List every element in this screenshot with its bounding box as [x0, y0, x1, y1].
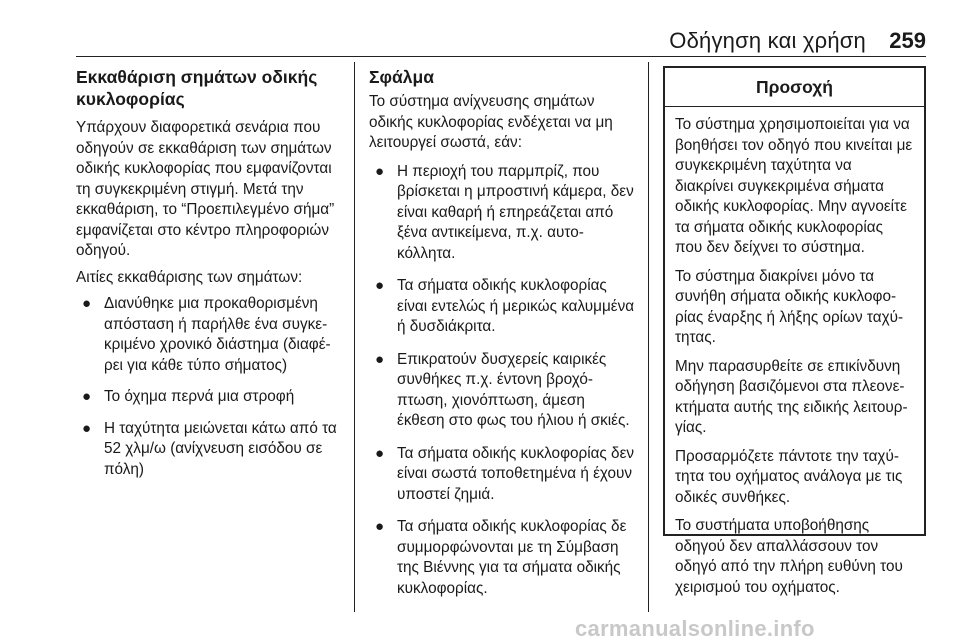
bullet-icon: ●: [82, 295, 92, 312]
bullet-icon: ●: [375, 162, 385, 180]
caution-body: [665, 107, 924, 598]
paragraph: Το σύστημα ανίχνευσης σημάτων οδικής κυκλοφορίας ενδέχεται να μη λειτουργεί σωστά, εάν:: [369, 93, 613, 151]
list-item-text: Η περιοχή του παρμπρίζ, που βρίσκεται η μπροστινή κάμερα, δεν είναι καθαρή ή επηρεάζεται από ξένα αντικείμενα, π.χ. αυτοκόλλητα.: [397, 162, 634, 262]
page-section-title: Οδήγηση και χρήση: [669, 28, 866, 53]
bullet-icon: ●: [82, 388, 92, 405]
list-item-text: Διανύθηκε μια προκαθορισμένη απόσταση ή παρήλθε ένα συγκεκριμένο χρονικό διάστημα (διαφέρει για κάθε τύπο σήματος): [104, 295, 331, 374]
list-item-text: Τα σήματα οδικής κυκλοφορίας είναι εντελώς ή μερικώς καλυμμένα ή δυσδιάκριτα.: [397, 277, 635, 335]
caution-paragraph: Το σύστημα χρησιμοποιείται για να βοηθήσει τον οδηγό που κινείται με συγκεκριμένη ταχύτητα να διακρίνει συγκεκριμένα σήματα οδικής κυκλοφορίας. Μην αγνοείτε τα σήματα οδικής κυκλοφορίας που δεν δείχνει το σύστημα.: [675, 116, 913, 256]
caution-paragraph: Προσαρμόζετε πάντοτε την ταχύτητα του οχήματος ανάλογα με τις οδικές συνθήκες.: [675, 447, 903, 506]
list-item: [76, 419, 338, 481]
list-item-text: Επικρατούν δυσχερείς καιρικές συνθήκες π.χ. έντονη βροχόπτωση, χιονόπτωση, άμεση έκθεση στο φως του ήλιου ή σκιές.: [397, 350, 630, 429]
caution-title: Προσοχή: [665, 68, 924, 107]
header-divider: [76, 56, 926, 57]
list-item: [76, 294, 338, 376]
list-item-text: Τα σήματα οδικής κυκλοφορίας δεν είναι σωστά τοποθετημένα ή έχουν υποστεί ζημιά.: [397, 444, 635, 503]
caution-paragraph: Το σύστημα διακρίνει μόνο τα συνήθη σήματα οδικής κυκλοφορίας έναρξης ή λήξης ορίων ταχύτητας.: [675, 267, 904, 346]
column-left: [76, 66, 338, 491]
bullet-icon: ●: [375, 277, 385, 294]
bullet-icon: ●: [82, 419, 92, 437]
bullet-list: [76, 294, 338, 480]
list-item: [369, 517, 635, 599]
column-divider: [354, 62, 355, 612]
column-divider: [648, 62, 649, 612]
caution-box: [663, 66, 926, 596]
bullet-icon: ●: [375, 444, 385, 462]
bullet-list: [369, 162, 635, 600]
bullet-icon: ●: [375, 350, 385, 368]
list-item: [369, 162, 635, 265]
section-heading-error: Σφάλμα: [369, 67, 434, 87]
list-item: [76, 387, 338, 408]
list-item: [369, 276, 635, 338]
list-item-text: Η ταχύτητα μειώνεται κάτω από τα 52 χλμ/ω (ανίχνευση εισόδου σε πόλη): [104, 419, 337, 478]
list-item: [369, 444, 635, 506]
caution-paragraph: Το συστήματα υποβοήθησης οδηγού δεν απαλλάσσουν τον οδηγό από την πλήρη ευθύνη του χειρισμού του οχήματος.: [675, 517, 903, 596]
column-middle: [369, 66, 635, 611]
list-item-text: Το όχημα περνά μια στροφή: [104, 388, 295, 405]
list-item-text: Τα σήματα οδικής κυκλοφορίας δε συμμορφώνονται με τη Σύμβαση της Βιέννης για τα σήματα οδικής κυκλοφορίας.: [397, 518, 627, 597]
page-number: 259: [889, 28, 926, 53]
section-heading-clearing: Εκκαθάριση σημάτων οδικής κυκλοφορίας: [76, 67, 318, 109]
paragraph: Αιτίες εκκαθάρισης των σημάτων:: [76, 268, 303, 286]
bullet-icon: ●: [375, 518, 385, 535]
list-item: [369, 350, 635, 432]
page-header: [76, 26, 926, 56]
paragraph: Υπάρχουν διαφορετικά σενάρια που οδηγούν σε εκκαθάριση των σημάτων οδικής κυκλοφορίας που εμφανίζονται τη συγκεκριμένη στιγμή. Μετά την εκκαθάριση, το “Προεπιλεγμένο σήμα” εμφανίζεται στο κέντρο πληροφοριών οδηγού.: [76, 119, 335, 259]
watermark: carmanualsonline.info: [575, 616, 815, 641]
caution-paragraph: Μην παρασυρθείτε σε επικίνδυνη οδήγηση βασιζόμενοι στα πλεονεκτήματα αυτής της ειδικής λειτουργίας.: [675, 357, 908, 436]
